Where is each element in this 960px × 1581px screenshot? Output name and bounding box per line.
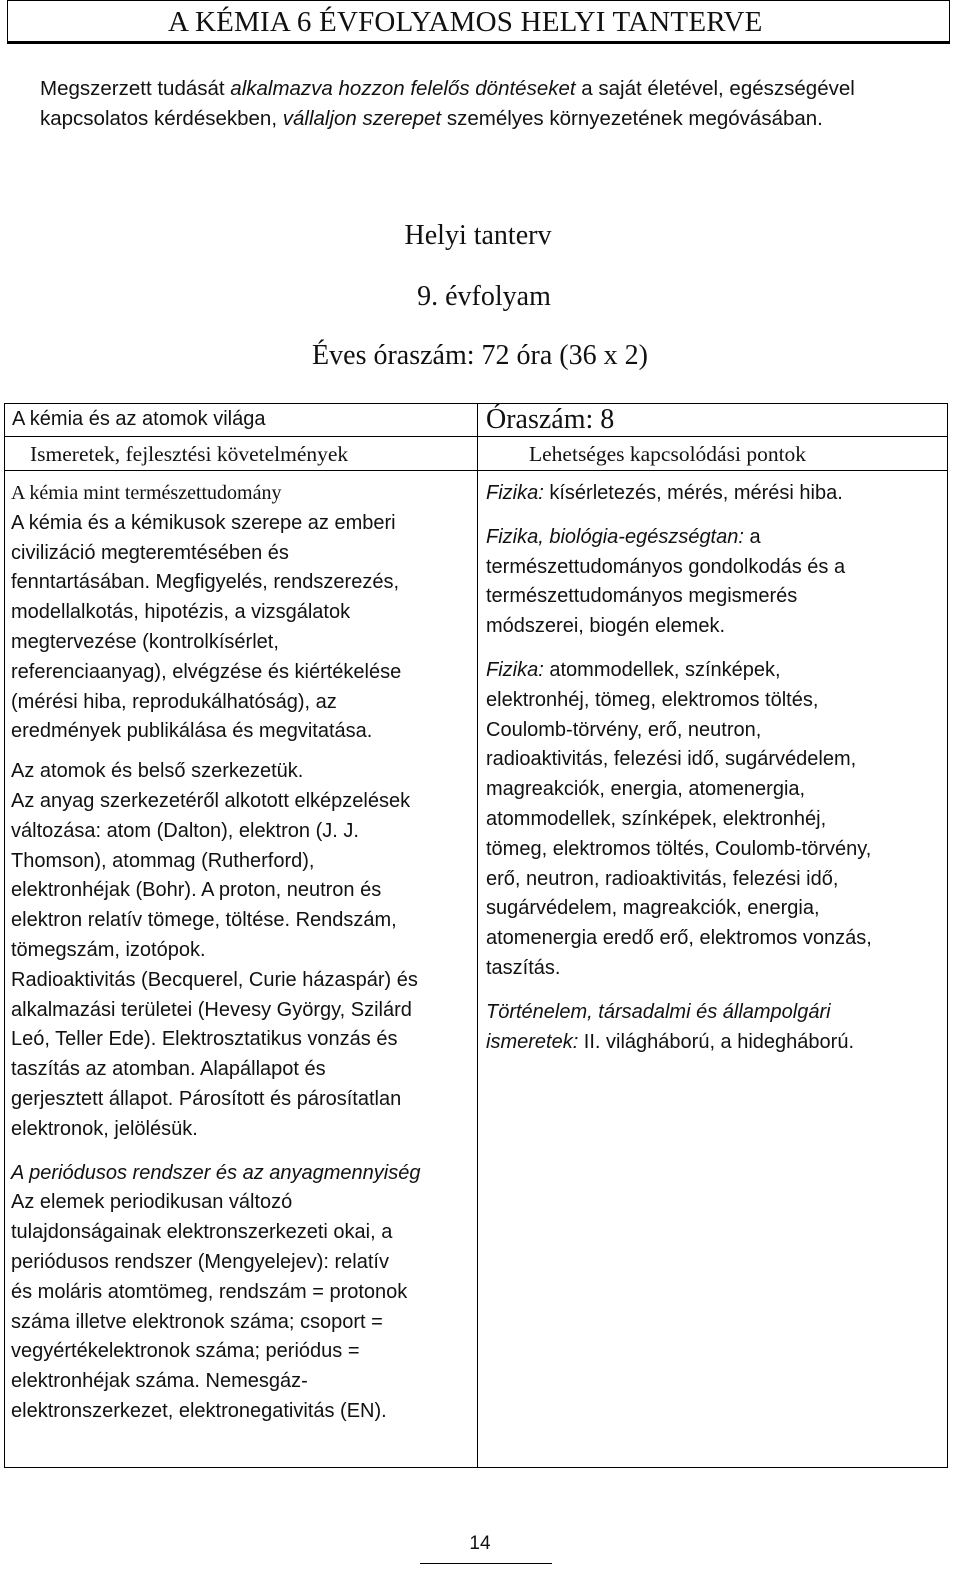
subject-label: ismeretek: xyxy=(486,1030,579,1053)
text-line: Radioaktivitás (Becquerel, Curie házaspár) és xyxy=(11,968,418,991)
knowledge-column xyxy=(11,479,473,1427)
text-line: Thomson), atommag (Rutherford), xyxy=(11,849,315,872)
text-line: változása: atom (Dalton), elektron (J. J. xyxy=(11,819,359,842)
text-line: Az anyag szerkezetéről alkotott elképzelések xyxy=(11,789,411,812)
text-line: civilizáció megteremtésében és xyxy=(11,541,289,564)
text-line: Az elemek periodikusan változó xyxy=(11,1191,293,1214)
text-line: elektronhéjak (Bohr). A proton, neutron és xyxy=(11,879,382,902)
text-line: taszítás. xyxy=(486,956,561,979)
connections-column xyxy=(486,479,941,1057)
column-divider xyxy=(477,404,478,1467)
text-line: A kémia és a kémikusok szerepe az emberi xyxy=(11,511,396,534)
text-line: modellalkotás, hipotézis, a vizsgálatok xyxy=(11,601,351,624)
subject-label: Fizika, biológia-egészségtan: xyxy=(486,525,744,548)
text-line: elektronok, jelölésük. xyxy=(11,1117,198,1140)
text-line: Coulomb-törvény, erő, neutron, xyxy=(486,718,762,741)
text-line: magreakciók, energia, atomenergia, xyxy=(486,778,806,801)
intro-text: a saját életével, egészségével xyxy=(575,77,855,100)
text-line: (mérési hiba, reprodukálhatóság), az xyxy=(11,690,337,713)
connection-block xyxy=(486,479,941,509)
row-divider xyxy=(5,436,947,437)
grade-title: 9. évfolyam xyxy=(417,281,551,312)
text-line: alkalmazási területei (Hevesy György, Szilárd xyxy=(11,998,412,1021)
column-header-connections: Lehetséges kapcsolódási pontok xyxy=(529,442,807,466)
connection-block xyxy=(486,656,941,686)
text-line: módszerei, biogén elemek. xyxy=(486,615,726,638)
intro-text: kapcsolatos kérdésekben, xyxy=(40,107,283,130)
text-line: elektronhéj, tömeg, elektromos töltés, xyxy=(486,688,819,711)
annual-hours: Éves óraszám: 72 óra (36 x 2) xyxy=(312,340,648,371)
subsection-body xyxy=(11,787,473,1145)
intro-line-2 xyxy=(40,104,920,134)
connection-text: kísérletezés, mérés, mérési hiba. xyxy=(543,482,843,504)
text-line: Leó, Teller Ede). Elektrosztatikus vonzás és xyxy=(11,1028,398,1051)
connection-block xyxy=(486,523,941,553)
connection-text: atommodellek, színképek, xyxy=(543,658,781,681)
connection-body xyxy=(486,686,941,984)
subject-label: Történelem, társadalmi és állampolgári xyxy=(486,1000,831,1023)
document-title: A KÉMIA 6 ÉVFOLYAMOS HELYI TANTERVE xyxy=(168,6,763,38)
page-number: 14 xyxy=(469,1533,491,1554)
intro-text: személyes környezetének megóvásában. xyxy=(441,107,823,130)
text-line: sugárvédelem, magreakciók, energia, xyxy=(486,897,820,920)
text-line: természettudományos megismerés xyxy=(486,585,798,608)
text-line: elektronhéjak száma. Nemesgáz- xyxy=(11,1370,308,1393)
text-line: tulajdonságainak elektronszerkezeti okai, a xyxy=(11,1221,393,1244)
text-line: radioaktivitás, felezési idő, sugárvédelem, xyxy=(486,748,857,771)
row-divider xyxy=(5,470,947,471)
text-line: periódusos rendszer (Mengyelejev): relatív xyxy=(11,1250,389,1273)
text-line: gerjesztett állapot. Párosított és párosítatlan xyxy=(11,1087,402,1110)
connection-block xyxy=(486,1028,941,1058)
text-line: taszítás az atomban. Alapállapot és xyxy=(11,1058,326,1081)
text-line: atomenergia eredő erő, elektromos vonzás, xyxy=(486,927,872,950)
subsection-title: A kémia mint természettudomány xyxy=(11,482,282,504)
subject-label: Fizika: xyxy=(486,482,544,504)
text-line: elektron relatív tömege, töltése. Rendszám, xyxy=(11,909,397,932)
footer-rule xyxy=(420,1563,552,1564)
intro-line-1 xyxy=(40,74,920,104)
connection-body xyxy=(486,553,941,642)
subject-label: Fizika: xyxy=(486,658,544,681)
text-line: tömeg, elektromos töltés, Coulomb-törvény, xyxy=(486,837,872,860)
subsection-body xyxy=(11,509,473,747)
text-line: erő, neutron, radioaktivitás, felezési idő, xyxy=(486,867,839,890)
text-line: megtervezése (kontrolkísérlet, xyxy=(11,630,279,653)
intro-text: Megszerzett tudását xyxy=(40,77,231,100)
section-title: Helyi tanterv xyxy=(404,220,552,251)
intro-emphasis: vállaljon szerepet xyxy=(282,107,442,130)
connection-text: a xyxy=(743,525,761,548)
text-line: elektronszerkezet, elektronegativitás (EN). xyxy=(11,1399,387,1422)
intro-emphasis: alkalmazva hozzon felelős döntéseket xyxy=(230,77,576,100)
topic-title: A kémia és az atomok világa xyxy=(12,408,266,430)
text-line: fenntartásában. Megfigyelés, rendszerezés, xyxy=(11,571,399,594)
text-line: eredmények publikálása és megvitatása. xyxy=(11,720,373,743)
header-bar xyxy=(7,0,950,44)
text-line: vegyértékelektronok száma; periódus = xyxy=(11,1340,360,1363)
text-line: természettudományos gondolkodás és a xyxy=(486,555,846,578)
text-line: száma illetve elektronok száma; csoport = xyxy=(11,1310,383,1333)
text-line: referenciaanyag), elvégzése és kiértékelése xyxy=(11,660,402,683)
column-header-knowledge: Ismeretek, fejlesztési követelmények xyxy=(30,442,349,466)
connection-text: II. világháború, a hidegháború. xyxy=(578,1030,855,1053)
text-line: és moláris atomtömeg, rendszám = protonok xyxy=(11,1280,408,1303)
subsection-body xyxy=(11,1188,473,1426)
topic-hours: Óraszám: 8 xyxy=(486,404,615,435)
subsection-title: Az atomok és belső szerkezetük. xyxy=(11,760,304,783)
subsection-title: A periódusos rendszer és az anyagmennyiség xyxy=(11,1161,421,1184)
intro-paragraph xyxy=(40,74,920,134)
text-line: tömegszám, izotópok. xyxy=(11,938,206,961)
text-line: atommodellek, színképek, elektronhéj, xyxy=(486,807,827,830)
